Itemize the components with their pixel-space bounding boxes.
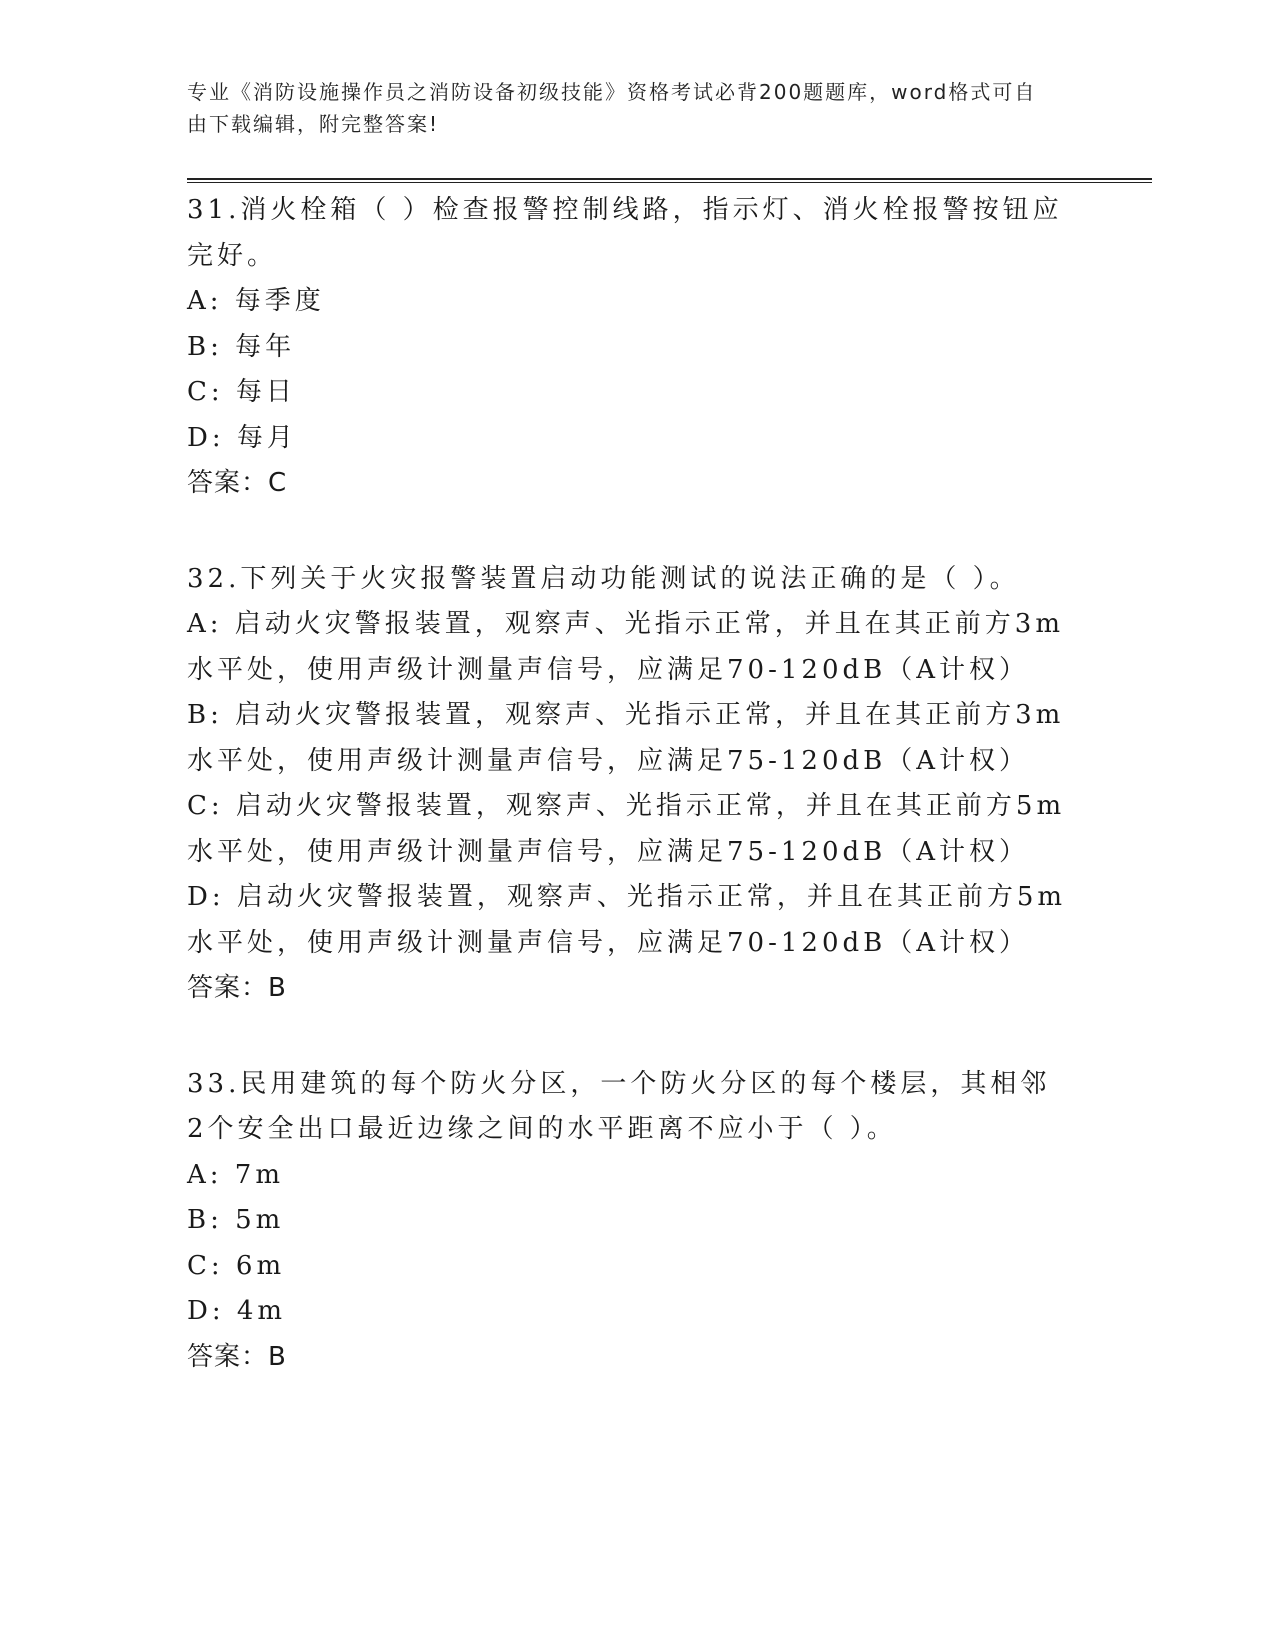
option-b: B: 5m — [187, 1205, 285, 1235]
option-d: D: 每月 — [187, 422, 297, 453]
option-c: C: 6m — [187, 1250, 286, 1281]
option-a: A: 7m — [187, 1159, 284, 1190]
option-b: B: 启动火灾警报装置，观察声、光指示正常，并且在其正前方3m水平处，使用声级计测量声信号，应满足75-120dB（A计权） — [187, 700, 1065, 776]
option-a: A: 每季度 — [187, 286, 325, 316]
answer-label: 答案：B — [187, 1341, 287, 1372]
question-stem: 33.民用建筑的每个防火分区，一个防火分区的每个楼层，其相邻2个安全出口最近边缘之间的水平距离不应小于（ ）。 — [187, 1068, 1051, 1144]
question-stem: 31.消火栓箱（ ）检查报警控制线路，指示灯、消火栓报警按钮应完好。 — [187, 195, 1063, 271]
question-list — [187, 188, 1067, 1430]
question-stem: 32.下列关于火灾报警装置启动功能测试的说法正确的是（ ）。 — [187, 563, 1020, 594]
question-33 — [187, 1062, 1067, 1381]
option-c: C: 启动火灾警报装置，观察声、光指示正常，并且在其正前方5m水平处，使用声级计测量声信号，应满足75-120dB（A计权） — [187, 791, 1066, 867]
option-b: B: 每年 — [187, 331, 296, 362]
answer-label: 答案：C — [187, 468, 288, 498]
option-a: A: 启动火灾警报装置，观察声、光指示正常，并且在其正前方3m水平处，使用声级计测量声信号，应满足70-120dB（A计权） — [187, 609, 1064, 685]
option-d: D: 4m — [187, 1296, 287, 1326]
header-divider — [187, 178, 1152, 183]
option-c: C: 每日 — [187, 377, 296, 407]
document-intro: 专业《消防设施操作员之消防设备初级技能》资格考试必背200题题库，word格式可自由下载编辑，附完整答案! — [187, 80, 1037, 136]
question-31 — [187, 188, 1067, 507]
option-d: D: 启动火灾警报装置，观察声、光指示正常，并且在其正前方5m水平处，使用声级计测量声信号，应满足70-120dB（A计权） — [187, 882, 1067, 958]
question-32 — [187, 557, 1067, 1012]
answer-label: 答案：B — [187, 973, 287, 1003]
